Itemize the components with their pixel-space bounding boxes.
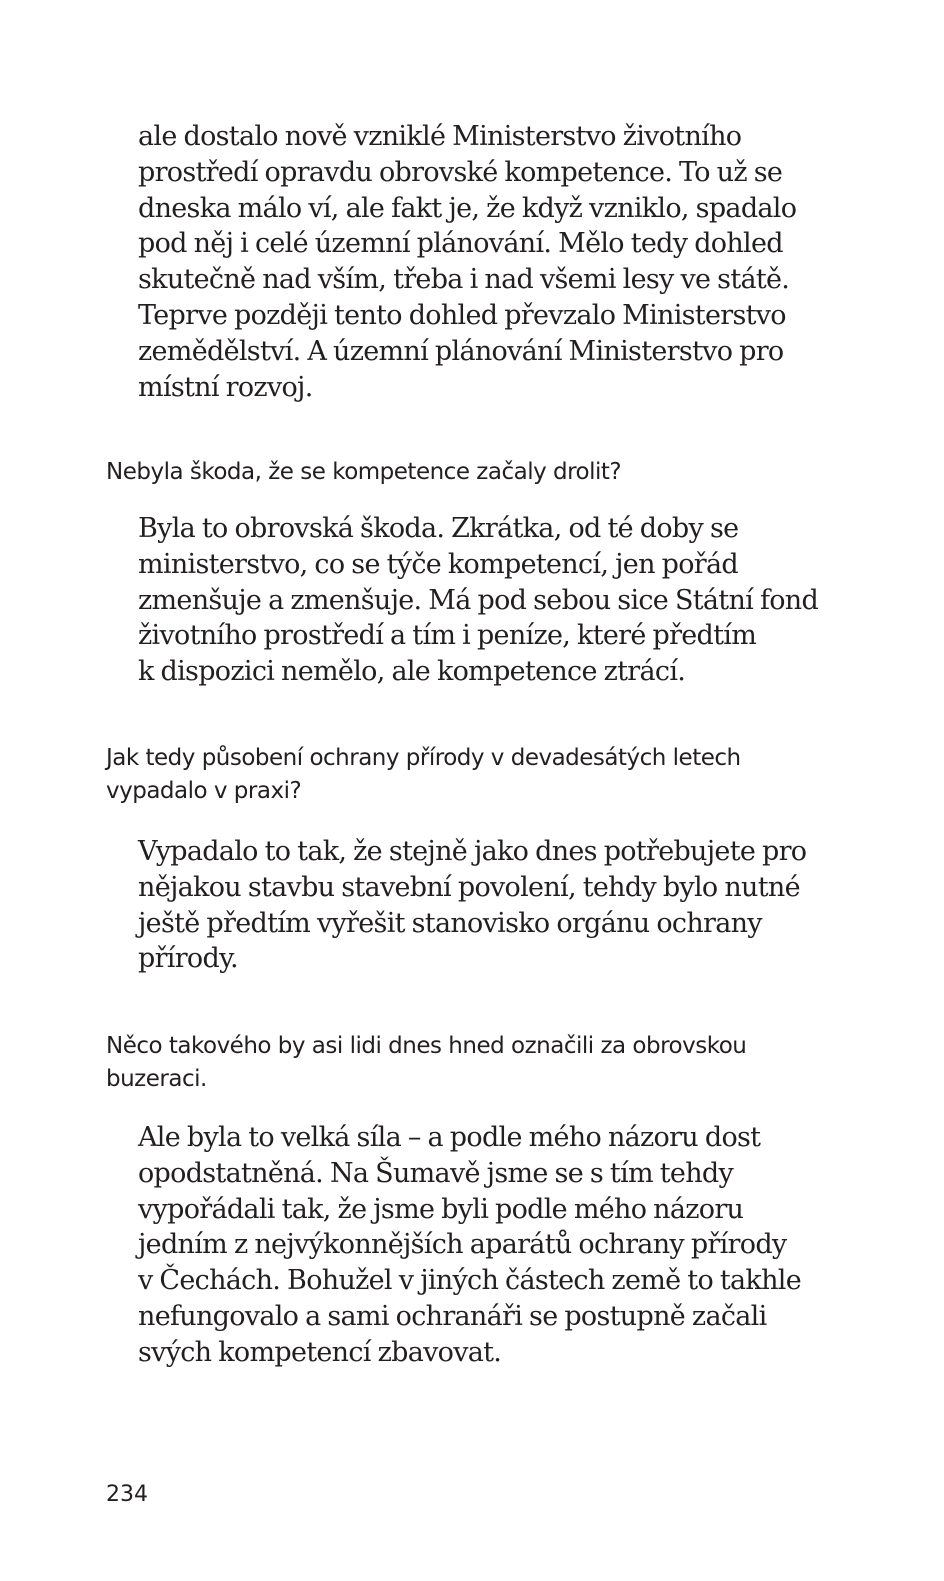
text-line: pod něj i celé územní plánování. Mělo tedy dohled xyxy=(138,228,783,260)
question-line: Nebyla škoda, že se kompetence začaly drolit? xyxy=(106,459,622,485)
page-number: 234 xyxy=(106,1482,148,1507)
text-line: prostředí opravdu obrovské kompetence. To už se xyxy=(138,156,783,188)
text-line: ale dostalo nově vzniklé Ministerstvo životního xyxy=(138,121,742,152)
text-line: ještě předtím vyřešit stanovisko orgánu ochrany xyxy=(138,907,762,939)
text-line: zemědělství. A územní plánování Ministerstvo pro xyxy=(138,335,784,367)
text-line: nefungovalo a sami ochranáři se postupně začali xyxy=(138,1300,767,1332)
question-line: buzeraci. xyxy=(106,1066,207,1092)
text-line: vypořádali tak, že jsme byli podle mého názoru xyxy=(138,1193,744,1225)
text-line: Byla to obrovská škoda. Zkrátka, od té doby se xyxy=(138,513,739,544)
text-line: Vypadalo to tak, že stejně jako dnes potřebujete pro xyxy=(138,836,807,867)
interview-question-2 xyxy=(106,742,826,808)
text-line: v Čechách. Bohužel v jiných částech země to takhle xyxy=(138,1265,801,1297)
text-line: místní rozvoj. xyxy=(138,371,313,403)
interview-question-3 xyxy=(106,1030,826,1096)
question-line: Něco takového by asi lidi dnes hned označili za obrovskou xyxy=(106,1033,747,1059)
text-line: k dispozici nemělo, ale kompetence ztrácí. xyxy=(138,656,686,688)
text-line: zmenšuje a zmenšuje. Má pod sebou sice Státní fond xyxy=(138,584,819,616)
text-line: jedním z nejvýkonnějších aparátů ochrany přírody xyxy=(138,1229,787,1261)
text-line: Ale byla to velká síla – a podle mého názoru dost xyxy=(138,1122,761,1153)
text-line: Teprve později tento dohled převzalo Ministerstvo xyxy=(138,299,786,331)
question-line: Jak tedy působení ochrany přírody v devadesátých letech xyxy=(106,745,741,771)
text-line: životního prostředí a tím i peníze, které předtím xyxy=(138,620,757,652)
text-line: opodstatněná. Na Šumavě jsme se s tím tehdy xyxy=(138,1157,734,1189)
text-line: nějakou stavbu stavební povolení, tehdy bylo nutné xyxy=(138,871,800,903)
text-line: ministerstvo, co se týče kompetencí, jen pořád xyxy=(138,548,738,580)
text-line: skutečně nad vším, třeba i nad všemi lesy ve státě. xyxy=(138,264,790,296)
answer-paragraph-4 xyxy=(138,1120,818,1371)
answer-paragraph-2 xyxy=(138,511,818,690)
interview-question-1 xyxy=(106,456,826,489)
text-line: dneska málo ví, ale fakt je, že když vzniklo, spadalo xyxy=(138,192,797,224)
answer-paragraph-1 xyxy=(138,119,818,405)
answer-paragraph-3 xyxy=(138,834,818,977)
question-line: vypadalo v praxi? xyxy=(106,778,302,804)
text-line: svých kompetencí zbavovat. xyxy=(138,1336,502,1368)
text-line: přírody. xyxy=(138,943,238,975)
